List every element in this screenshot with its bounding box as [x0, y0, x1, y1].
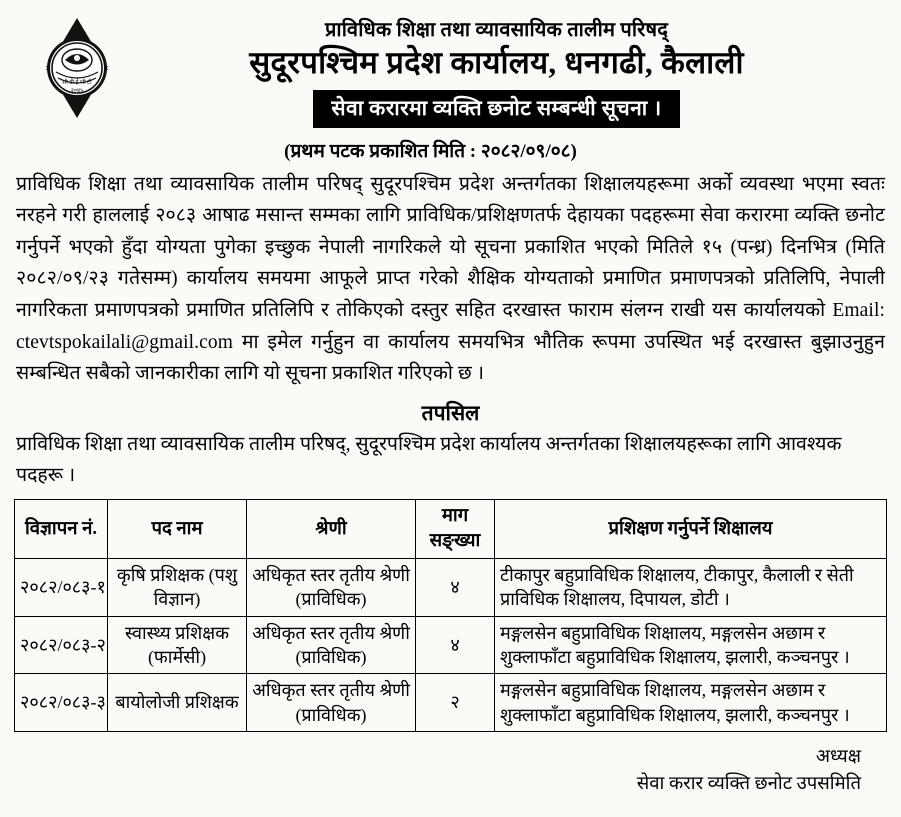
vacancy-table	[14, 499, 887, 732]
notice-banner: सेवा करारमा व्यक्ति छनोट सम्बन्धी सूचना ।	[313, 90, 679, 128]
publish-date: (प्रथम पटक प्रकाशित मिति : २०८२/०९/०८)	[284, 140, 577, 162]
header-text-block	[146, 14, 887, 128]
column-header-count: माग सङ्ख्या	[416, 500, 495, 559]
column-header-post: पद नाम	[108, 500, 247, 559]
column-header-institute: प्रशिक्षण गर्नुपर्ने शिक्षालय	[495, 500, 887, 559]
document-header	[14, 10, 887, 128]
cell-ad-no: २०८२/०८३-१	[15, 559, 108, 617]
cell-count: २	[416, 674, 495, 732]
svg-text:सी टी ई भी टी: सी टी ई भी टी	[62, 80, 92, 86]
organization-name: प्राविधिक शिक्षा तथा व्यावसायिक तालीम परिषद्	[324, 19, 669, 41]
column-header-grade: श्रेणी	[247, 500, 416, 559]
cell-institute: टीकापुर बहुप्राविधिक शिक्षालय, टीकापुर, कैलाली र सेती प्राविधिक शिक्षालय, दिपायल, डोटी ।	[495, 559, 887, 617]
cell-institute: मङ्गलसेन बहुप्राविधिक शिक्षालय, मङ्गलसेन अछाम र शुक्लाफाँटा बहुप्राविधिक शिक्षालय, झलारी, कञ्चनपुर ।	[495, 674, 887, 732]
table-row	[15, 616, 887, 674]
cell-count: ४	[416, 559, 495, 617]
cell-grade: अधिकृत स्तर तृतीय श्रेणी (प्राविधिक)	[247, 559, 416, 617]
cell-grade: अधिकृत स्तर तृतीय श्रेणी (प्राविधिक)	[247, 674, 416, 732]
cell-institute: मङ्गलसेन बहुप्राविधिक शिक्षालय, मङ्गलसेन अछाम र शुक्लाफाँटा बहुप्राविधिक शिक्षालय, झलारी, कञ्चनपुर ।	[495, 616, 887, 674]
svg-text:२०४५: २०४५	[70, 88, 84, 94]
cell-grade: अधिकृत स्तर तृतीय श्रेणी (प्राविधिक)	[247, 616, 416, 674]
cell-ad-no: २०८२/०८३-३	[15, 674, 108, 732]
cell-post: बायोलोजी प्रशिक्षक	[108, 674, 247, 732]
table-row	[15, 674, 887, 732]
signature-role: अध्यक्ष	[815, 746, 861, 767]
signature-block	[14, 744, 887, 798]
ctevt-seal-logo	[18, 14, 136, 122]
cell-count: ४	[416, 616, 495, 674]
signature-body: सेवा करार व्यक्ति छनोट उपसमिति	[636, 773, 861, 794]
cell-post: स्वास्थ्य प्रशिक्षक (फार्मेसी)	[108, 616, 247, 674]
table-row	[15, 559, 887, 617]
section-title: तपसिल	[421, 400, 480, 425]
table-header-row	[15, 500, 887, 559]
section-subtext: प्राविधिक शिक्षा तथा व्यावसायिक तालीम परिषद्, सुदूरपश्चिम प्रदेश कार्यालय अन्तर्गतका शिक्षालयहरूका लागि आवश्यक पदहरू ।	[16, 433, 842, 486]
column-header-ad-no: विज्ञापन नं.	[15, 500, 108, 559]
cell-post: कृषि प्रशिक्षक (पशु विज्ञान)	[108, 559, 247, 617]
cell-ad-no: २०८२/०८३-२	[15, 616, 108, 674]
notice-paragraph: प्राविधिक शिक्षा तथा व्यावसायिक तालीम परिषद् सुदूरपश्चिम प्रदेश अन्तर्गतका शिक्षालयहरूमा अर्को व्यवस्था भएमा स्वतः नरहने गरी हाललाई २०८३ आषाढ मसान्त सम्मका लागि प्राविधिक/प्रशिक्षणतर्फ देहायका पदहरूमा सेवा करारमा व्यक्ति छनोट गर्नुपर्ने भएको हुँदा योग्यता पुगेका इच्छुक नेपाली नागरिकले यो सूचना प्रकाशित भएको मितिले १५ (पन्ध्र) दिनभित्र (मिति २०८२/०९/२३ गतेसम्म) कार्यालय समयमा आफूले प्राप्त गरेको शैक्षिक योग्यताको प्रमाणित प्रमाणपत्रको प्रतिलिपि, नेपाली नागरिकता प्रमाणपत्रको प्रमाणित प्रतिलिपि र तोकिएको दस्तुर सहित दरखास्त फाराम संलग्न राखी यस कार्यालयको Email: ctevtspokailali@gmail.com मा इमेल गर्नुहुन वा कार्यालय समयभित्र भौतिक रूपमा उपस्थित भई दरखास्त बुझाउनुहुन सम्बन्धित सबैको जानकारीका लागि यो सूचना प्रकाशित गरिएको छ ।	[16, 173, 885, 385]
office-name: सुदूरपश्चिम प्रदेश कार्यालय, धनगढी, कैलाली	[249, 45, 744, 80]
